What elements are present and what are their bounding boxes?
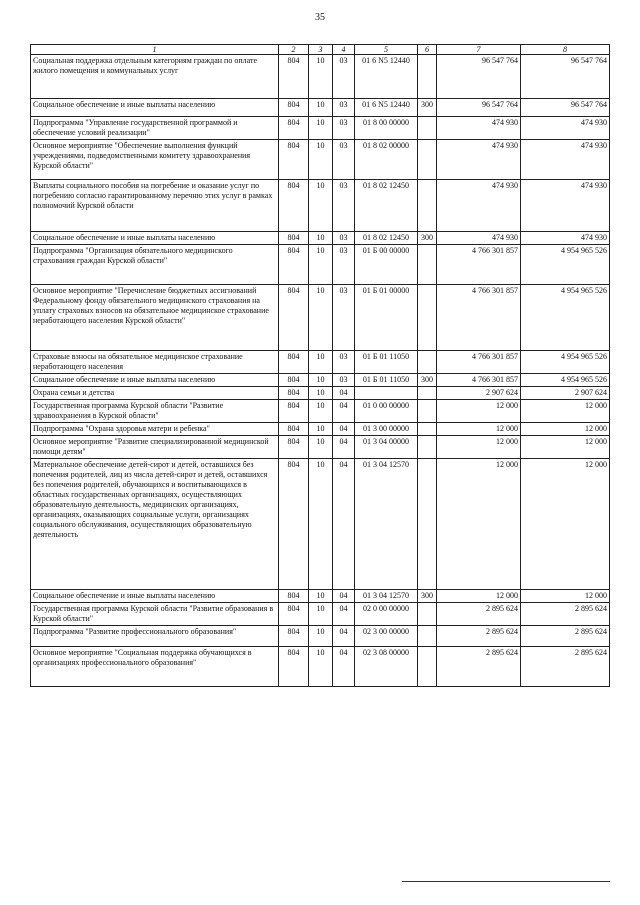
section-cell: 10 bbox=[309, 603, 333, 626]
subsection-cell: 03 bbox=[333, 245, 355, 285]
amount-year1-cell: 2 895 624 bbox=[437, 603, 521, 626]
table-row bbox=[31, 400, 610, 423]
column-header: 8 bbox=[521, 45, 610, 55]
table-row bbox=[31, 423, 610, 436]
amount-year1-cell: 4 766 301 857 bbox=[437, 351, 521, 374]
grbs-cell: 804 bbox=[279, 99, 309, 117]
section-cell: 10 bbox=[309, 626, 333, 647]
section-cell: 10 bbox=[309, 459, 333, 590]
amount-year2-cell: 96 547 764 bbox=[521, 99, 610, 117]
row-name-cell: Материальное обеспечение детей-сирот и детей, оставшихся без попечения родителей, лиц из числа детей-сирот и детей, оставшихся без попечения родителей, обучающихся и воспитывающихся в областных государственных организациях, осуществляющих образовательную деятельность, медицинских организациях, организациях, оказывающих социальные услуги, организациях социального обслуживания, осуществляющих образовательную деятельность bbox=[31, 459, 279, 590]
subsection-cell: 03 bbox=[333, 99, 355, 117]
section-cell: 10 bbox=[309, 232, 333, 245]
row-name-cell: Социальное обеспечение и иные выплаты населению bbox=[31, 590, 279, 603]
amount-year1-cell: 474 930 bbox=[437, 232, 521, 245]
grbs-cell: 804 bbox=[279, 626, 309, 647]
grbs-cell: 804 bbox=[279, 647, 309, 687]
target-article-cell bbox=[355, 387, 418, 400]
amount-year1-cell: 4 766 301 857 bbox=[437, 374, 521, 387]
table-row bbox=[31, 232, 610, 245]
amount-year2-cell: 96 547 764 bbox=[521, 55, 610, 99]
subsection-cell: 04 bbox=[333, 647, 355, 687]
expense-type-cell: 300 bbox=[418, 232, 437, 245]
section-cell: 10 bbox=[309, 647, 333, 687]
grbs-cell: 804 bbox=[279, 351, 309, 374]
expense-type-cell bbox=[418, 647, 437, 687]
grbs-cell: 804 bbox=[279, 232, 309, 245]
amount-year2-cell: 474 930 bbox=[521, 180, 610, 232]
expense-type-cell bbox=[418, 400, 437, 423]
table-row bbox=[31, 99, 610, 117]
table-row bbox=[31, 387, 610, 400]
expense-type-cell bbox=[418, 603, 437, 626]
table-row bbox=[31, 245, 610, 285]
grbs-cell: 804 bbox=[279, 285, 309, 351]
expense-type-cell bbox=[418, 459, 437, 590]
table-row bbox=[31, 590, 610, 603]
target-article-cell: 01 Б 01 00000 bbox=[355, 285, 418, 351]
expense-type-cell bbox=[418, 351, 437, 374]
expense-type-cell: 300 bbox=[418, 374, 437, 387]
table-row bbox=[31, 374, 610, 387]
section-cell: 10 bbox=[309, 285, 333, 351]
target-article-cell: 01 8 02 12450 bbox=[355, 180, 418, 232]
row-name-cell: Социальное обеспечение и иные выплаты населению bbox=[31, 232, 279, 245]
table-row bbox=[31, 647, 610, 687]
section-cell: 10 bbox=[309, 436, 333, 459]
amount-year2-cell: 2 907 624 bbox=[521, 387, 610, 400]
amount-year1-cell: 2 907 624 bbox=[437, 387, 521, 400]
grbs-cell: 804 bbox=[279, 387, 309, 400]
subsection-cell: 04 bbox=[333, 436, 355, 459]
expense-type-cell bbox=[418, 117, 437, 140]
amount-year2-cell: 2 895 624 bbox=[521, 626, 610, 647]
target-article-cell: 01 0 00 00000 bbox=[355, 400, 418, 423]
target-article-cell: 01 3 04 12570 bbox=[355, 590, 418, 603]
grbs-cell: 804 bbox=[279, 590, 309, 603]
amount-year2-cell: 2 895 624 bbox=[521, 603, 610, 626]
amount-year2-cell: 474 930 bbox=[521, 232, 610, 245]
row-name-cell: Основное мероприятие "Социальная поддержка обучающихся в организациях профессионального образования" bbox=[31, 647, 279, 687]
expense-type-cell bbox=[418, 180, 437, 232]
subsection-cell: 04 bbox=[333, 459, 355, 590]
section-cell: 10 bbox=[309, 117, 333, 140]
row-name-cell: Социальное обеспечение и иные выплаты населению bbox=[31, 99, 279, 117]
target-article-cell: 01 8 02 00000 bbox=[355, 140, 418, 180]
amount-year1-cell: 4 766 301 857 bbox=[437, 245, 521, 285]
amount-year2-cell: 2 895 624 bbox=[521, 647, 610, 687]
amount-year1-cell: 12 000 bbox=[437, 400, 521, 423]
subsection-cell: 03 bbox=[333, 374, 355, 387]
subsection-cell: 04 bbox=[333, 387, 355, 400]
grbs-cell: 804 bbox=[279, 140, 309, 180]
amount-year1-cell: 2 895 624 bbox=[437, 647, 521, 687]
subsection-cell: 04 bbox=[333, 590, 355, 603]
section-cell: 10 bbox=[309, 351, 333, 374]
expense-type-cell: 300 bbox=[418, 590, 437, 603]
table-row bbox=[31, 459, 610, 590]
subsection-cell: 03 bbox=[333, 285, 355, 351]
subsection-cell: 04 bbox=[333, 603, 355, 626]
column-header: 5 bbox=[355, 45, 418, 55]
target-article-cell: 02 0 00 00000 bbox=[355, 603, 418, 626]
target-article-cell: 01 8 02 12450 bbox=[355, 232, 418, 245]
amount-year1-cell: 4 766 301 857 bbox=[437, 285, 521, 351]
table-row bbox=[31, 140, 610, 180]
amount-year1-cell: 96 547 764 bbox=[437, 55, 521, 99]
grbs-cell: 804 bbox=[279, 436, 309, 459]
grbs-cell: 804 bbox=[279, 400, 309, 423]
expense-type-cell: 300 bbox=[418, 99, 437, 117]
expense-type-cell bbox=[418, 245, 437, 285]
target-article-cell: 01 Б 00 00000 bbox=[355, 245, 418, 285]
section-cell: 10 bbox=[309, 180, 333, 232]
subsection-cell: 03 bbox=[333, 140, 355, 180]
row-name-cell: Подпрограмма "Развитие профессионального образования" bbox=[31, 626, 279, 647]
amount-year1-cell: 12 000 bbox=[437, 436, 521, 459]
amount-year1-cell: 12 000 bbox=[437, 590, 521, 603]
table-row bbox=[31, 626, 610, 647]
row-name-cell: Основное мероприятие "Обеспечение выполнения функций учреждениями, подведомственными комитету здравоохранения Курской области" bbox=[31, 140, 279, 180]
section-cell: 10 bbox=[309, 245, 333, 285]
table-row bbox=[31, 285, 610, 351]
row-name-cell: Подпрограмма "Организация обязательного медицинского страхования граждан Курской области" bbox=[31, 245, 279, 285]
amount-year1-cell: 12 000 bbox=[437, 423, 521, 436]
expense-type-cell bbox=[418, 285, 437, 351]
column-header: 1 bbox=[31, 45, 279, 55]
subsection-cell: 03 bbox=[333, 117, 355, 140]
target-article-cell: 02 3 00 00000 bbox=[355, 626, 418, 647]
section-cell: 10 bbox=[309, 590, 333, 603]
amount-year2-cell: 4 954 965 526 bbox=[521, 374, 610, 387]
column-header: 3 bbox=[309, 45, 333, 55]
amount-year2-cell: 4 954 965 526 bbox=[521, 351, 610, 374]
table-header-row bbox=[31, 45, 610, 55]
column-header: 4 bbox=[333, 45, 355, 55]
table-row bbox=[31, 603, 610, 626]
grbs-cell: 804 bbox=[279, 423, 309, 436]
section-cell: 10 bbox=[309, 55, 333, 99]
footer-rule bbox=[402, 881, 610, 882]
grbs-cell: 804 bbox=[279, 117, 309, 140]
amount-year2-cell: 474 930 bbox=[521, 140, 610, 180]
amount-year2-cell: 474 930 bbox=[521, 117, 610, 140]
row-name-cell: Государственная программа Курской области "Развитие здравоохранения в Курской области" bbox=[31, 400, 279, 423]
subsection-cell: 03 bbox=[333, 232, 355, 245]
amount-year1-cell: 474 930 bbox=[437, 117, 521, 140]
row-name-cell: Социальная поддержка отдельным категориям граждан по оплате жилого помещения и коммунальных услуг bbox=[31, 55, 279, 99]
expense-type-cell bbox=[418, 55, 437, 99]
target-article-cell: 01 8 00 00000 bbox=[355, 117, 418, 140]
section-cell: 10 bbox=[309, 387, 333, 400]
section-cell: 10 bbox=[309, 423, 333, 436]
subsection-cell: 04 bbox=[333, 626, 355, 647]
subsection-cell: 03 bbox=[333, 351, 355, 374]
row-name-cell: Охрана семьи и детства bbox=[31, 387, 279, 400]
subsection-cell: 04 bbox=[333, 423, 355, 436]
grbs-cell: 804 bbox=[279, 245, 309, 285]
grbs-cell: 804 bbox=[279, 374, 309, 387]
column-header: 6 bbox=[418, 45, 437, 55]
target-article-cell: 02 3 08 00000 bbox=[355, 647, 418, 687]
row-name-cell: Выплаты социального пособия на погребение и оказание услуг по погребению согласно гарантированному перечню этих услуг в рамках полномочий Курской области bbox=[31, 180, 279, 232]
subsection-cell: 03 bbox=[333, 180, 355, 232]
row-name-cell: Государственная программа Курской области "Развитие образования в Курской области" bbox=[31, 603, 279, 626]
budget-table bbox=[30, 44, 610, 687]
column-header: 7 bbox=[437, 45, 521, 55]
amount-year2-cell: 4 954 965 526 bbox=[521, 245, 610, 285]
section-cell: 10 bbox=[309, 374, 333, 387]
amount-year2-cell: 12 000 bbox=[521, 400, 610, 423]
amount-year1-cell: 474 930 bbox=[437, 140, 521, 180]
target-article-cell: 01 3 04 00000 bbox=[355, 436, 418, 459]
grbs-cell: 804 bbox=[279, 459, 309, 590]
amount-year2-cell: 12 000 bbox=[521, 590, 610, 603]
expense-type-cell bbox=[418, 436, 437, 459]
target-article-cell: 01 3 00 00000 bbox=[355, 423, 418, 436]
amount-year1-cell: 12 000 bbox=[437, 459, 521, 590]
page-number: 35 bbox=[315, 12, 325, 23]
subsection-cell: 04 bbox=[333, 400, 355, 423]
amount-year1-cell: 2 895 624 bbox=[437, 626, 521, 647]
subsection-cell: 03 bbox=[333, 55, 355, 99]
expense-type-cell bbox=[418, 140, 437, 180]
target-article-cell: 01 Б 01 11050 bbox=[355, 351, 418, 374]
section-cell: 10 bbox=[309, 400, 333, 423]
target-article-cell: 01 Б 01 11050 bbox=[355, 374, 418, 387]
table-row bbox=[31, 180, 610, 232]
row-name-cell: Социальное обеспечение и иные выплаты населению bbox=[31, 374, 279, 387]
amount-year2-cell: 12 000 bbox=[521, 459, 610, 590]
amount-year2-cell: 4 954 965 526 bbox=[521, 285, 610, 351]
amount-year2-cell: 12 000 bbox=[521, 423, 610, 436]
target-article-cell: 01 6 N5 12440 bbox=[355, 55, 418, 99]
column-header: 2 bbox=[279, 45, 309, 55]
table-row bbox=[31, 55, 610, 99]
amount-year1-cell: 474 930 bbox=[437, 180, 521, 232]
row-name-cell: Основное мероприятие "Перечисление бюджетных ассигнований Федеральному фонду обязательного медицинского страхования на уплату страховых взносов на обязательное медицинское страхование неработающего населения Курской области" bbox=[31, 285, 279, 351]
target-article-cell: 01 6 N5 12440 bbox=[355, 99, 418, 117]
table-row bbox=[31, 117, 610, 140]
grbs-cell: 804 bbox=[279, 55, 309, 99]
amount-year2-cell: 12 000 bbox=[521, 436, 610, 459]
expense-type-cell bbox=[418, 626, 437, 647]
section-cell: 10 bbox=[309, 99, 333, 117]
row-name-cell: Подпрограмма "Управление государственной программой и обеспечение условий реализации" bbox=[31, 117, 279, 140]
target-article-cell: 01 3 04 12570 bbox=[355, 459, 418, 590]
expense-type-cell bbox=[418, 387, 437, 400]
row-name-cell: Подпрограмма "Охрана здоровья матери и ребенка" bbox=[31, 423, 279, 436]
grbs-cell: 804 bbox=[279, 603, 309, 626]
amount-year1-cell: 96 547 764 bbox=[437, 99, 521, 117]
grbs-cell: 804 bbox=[279, 180, 309, 232]
table-row bbox=[31, 351, 610, 374]
row-name-cell: Основное мероприятие "Развитие специализированной медицинской помощи детям" bbox=[31, 436, 279, 459]
table-row bbox=[31, 436, 610, 459]
section-cell: 10 bbox=[309, 140, 333, 180]
expense-type-cell bbox=[418, 423, 437, 436]
row-name-cell: Страховые взносы на обязательное медицинское страхование неработающего населения bbox=[31, 351, 279, 374]
